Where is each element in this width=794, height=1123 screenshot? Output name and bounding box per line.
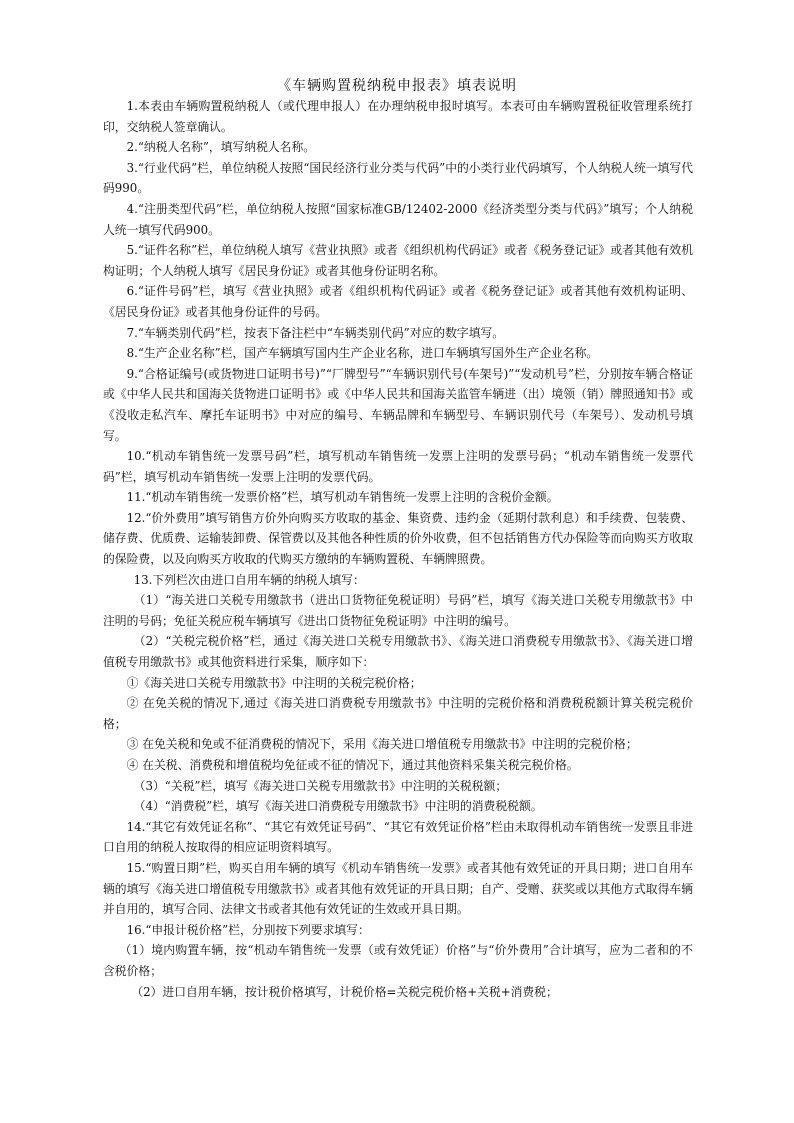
paragraph-13-2-d: ④ 在关税、消费税和增值税均免征或不征的情况下，通过其他资料采集关税完税价格。 (126, 758, 579, 772)
paragraph-12: 12.“价外费用”填写销售方价外向购买方收取的基金、集资费、违约金（延期付款利息）和手续费、包装费、储存费、优质费、运输装卸费、保管费以及其他各种性质的价外收费，但不包括销售方代办保险等而向购买方收取的保险费，以及向购买方收取的代购买方缴纳的车辆购置税、车辆牌照费。 (103, 510, 693, 567)
paragraph-3: 3.“行业代码”栏，单位纳税人按照“国民经济行业分类与代码”中的小类行业代码填写，个人纳税人统一填写代码990。 (103, 160, 693, 196)
paragraph-4: 4.“注册类型代码”栏，单位纳税人按照“国家标准GB/12402-2000《经济类型分类与代码》”填写；个人纳税人统一填写代码900。 (103, 201, 693, 237)
paragraph-13-2-c: ③ 在免关税和免或不征消费税的情况下，采用《海关进口增值税专用缴款书》中注明的完税价格； (126, 737, 638, 752)
paragraph-14: 14.“其它有效凭证名称”、“其它有效凭证号码”、“其它有效凭证价格”栏由未取得机动车销售统一发票且非进口自用的纳税人按取得的相应证明资料填写。 (103, 819, 693, 855)
document-body (103, 96, 693, 1002)
paragraph-13: 13.下列栏次由进口自用车辆的纳税人填写： (133, 572, 365, 587)
paragraph-13-3: （3）“关税”栏，填写《海关进口关税专用缴款书》中注明的关税税额； (133, 778, 508, 793)
paragraph-16-1: （1）境内购置车辆，按“机动车销售统一发票（或有效凭证）价格”与“价外费用”合计填写，应为二者和的不含税价格； (103, 943, 693, 978)
paragraph-9: 9.“合格证编号(或货物进口证明书号)”“厂牌型号”“车辆识别代号(车架号)”“发动机号”栏，分别按车辆合格证或《中华人民共和国海关货物进口证明书》或《中华人民共和国海关监管车辆进（出）境领（销）牌照通知书》或《没收走私汽车、摩托车证明书》中对应的编号、车辆品牌和车辆型号、车辆识别代号（车架号）、发动机号填写。 (103, 366, 693, 443)
paragraph-7: 7.“车辆类别代码”栏，按表下备注栏中“车辆类别代码”对应的数字填写。 (126, 325, 505, 340)
paragraph-10: 10.“机动车销售统一发票号码”栏，填写机动车销售统一发票上注明的发票号码；“机动车销售统一发票代码”栏，填写机动车销售统一发票上注明的发票代码。 (103, 449, 693, 484)
paragraph-13-2: （2）“关税完税价格”栏，通过《海关进口关税专用缴款书》、《海关进口消费税专用缴款书》、《海关进口增值税专用缴款书》或其他资料进行采集，顺序如下： (103, 634, 693, 670)
paragraph-6: 6.“证件号码”栏，填写《营业执照》或者《组织机构代码证》或者《税务登记证》或者其他有效机构证明、《居民身份证》或者其他身份证件的号码。 (103, 284, 693, 319)
paragraph-8: 8.“生产企业名称”栏，国产车辆填写国内生产企业名称，进口车辆填写国外生产企业名称。 (126, 346, 599, 361)
paragraph-11: 11.“机动车销售统一发票价格”栏，填写机动车销售统一发票上注明的含税价金额。 (126, 490, 559, 505)
paragraph-16: 16.“申报计税价格”栏，分别按下列要求填写： (126, 922, 370, 937)
paragraph-1: 1.本表由车辆购置税纳税人（或代理申报人）在办理纳税申报时填写。本表可由车辆购置税征收管理系统打印，交纳税人签章确认。 (103, 99, 693, 134)
paragraph-13-2-a: ①《海关进口关税专用缴款书》中注明的关税完税价格； (126, 675, 422, 690)
paragraph-13-4: （4）“消费税”栏，填写《海关进口消费税专用缴款书》中注明的消费税税额。 (133, 799, 543, 814)
paragraph-16-2: （2）进口自用车辆，按计税价格填写，计税价格=关税完税价格+关税+消费税； (131, 984, 558, 999)
paragraph-13-1: （1）“海关进口关税专用缴款书（进出口货物征免税证明）号码”栏，填写《海关进口关税专用缴款书》中注明的号码；免征关税应税车辆填写《进出口货物征免税证明》中注明的编号。 (103, 593, 693, 628)
paragraph-15: 15.“购置日期”栏，购买自用车辆的填写《机动车销售统一发票》或者其他有效凭证的开具日期；进口自用车辆的填写《海关进口增值税专用缴款书》或者其他有效凭证的开具日期；自产、受赠、获奖或以其他方式取得车辆并自用的，填写合同、法律文书或者其他有效凭证的生效或开具日期。 (103, 860, 693, 917)
paragraph-2: 2.“纳税人名称”，填写纳税人名称。 (126, 140, 316, 155)
document-title: 《车辆购置税纳税申报表》填表说明 (277, 78, 517, 94)
paragraph-5: 5.“证件名称”栏，单位纳税人填写《营业执照》或者《组织机构代码证》或者《税务登记证》或者其他有效机构证明；个人纳税人填写《居民身份证》或者其他身份证明名称。 (103, 243, 693, 278)
paragraph-13-2-b: ② 在免关税的情况下,通过《海关进口消费税专用缴款书》中注明的完税价格和消费税税额计算关税完税价格； (103, 696, 693, 731)
